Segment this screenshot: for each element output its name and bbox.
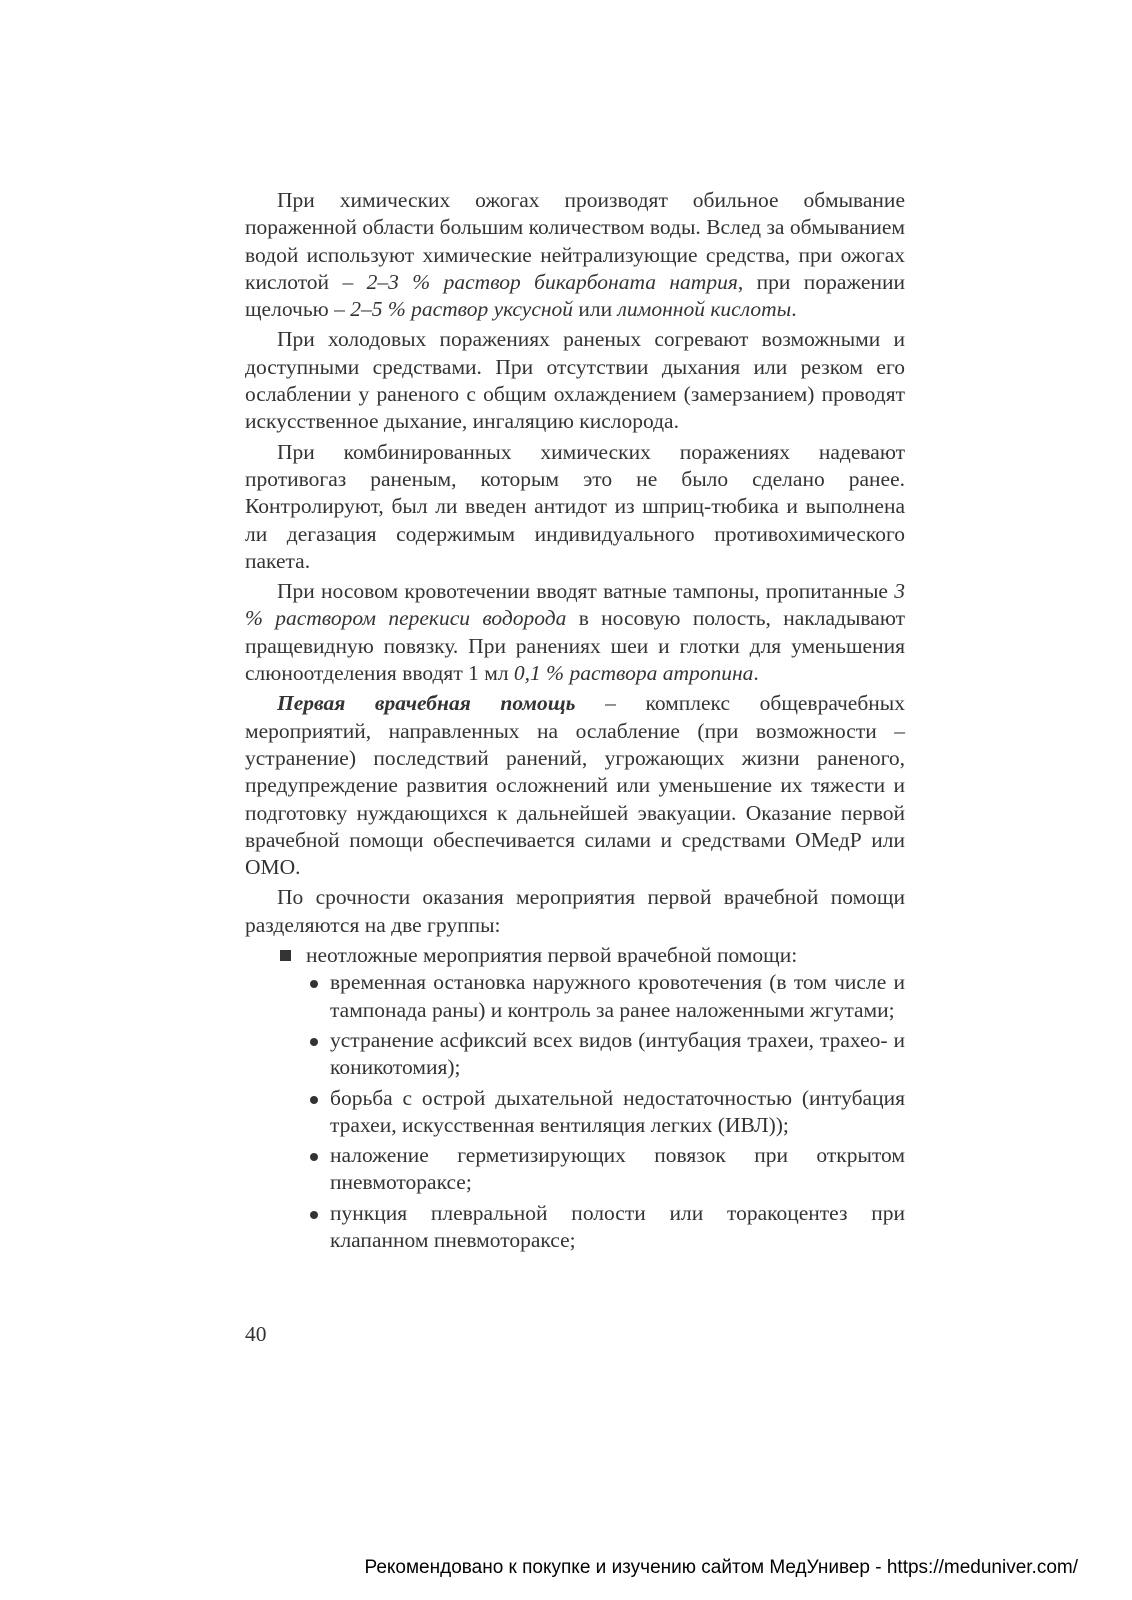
urgent-measures-list bbox=[245, 942, 905, 1254]
paragraph bbox=[245, 690, 905, 881]
list-group-label: неотложные мероприятия первой врачебной помощи: bbox=[306, 943, 798, 968]
paragraph bbox=[245, 439, 905, 575]
text-run: в носовую полость, накладывают пращевидную повязку. При ранениях шеи и глотки для уменьшения слюноотделения вводят 1 мл bbox=[245, 606, 905, 686]
text-run: При химических ожогах производят обильное обмывание пораженной области большим количеством воды. Вслед за обмыванием водой используют химические нейтрализующие средства, при ожогах кислотой – bbox=[245, 188, 905, 294]
round-bullet-icon bbox=[310, 980, 318, 988]
paragraph bbox=[245, 187, 905, 323]
list-item-text: пункция плевральной полости или торакоцентез при клапанном пневмотораксе; bbox=[330, 1200, 905, 1252]
italic-term: 0,1 % раствора атропина bbox=[513, 661, 754, 686]
italic-term: 2–3 % раствор бикарбоната натрия bbox=[366, 269, 738, 294]
text-run: . bbox=[753, 661, 759, 686]
text-run: или bbox=[573, 297, 618, 322]
text-run: По срочности оказания мероприятия первой врачебной помощи разделяются на две группы: bbox=[245, 885, 905, 937]
round-bullet-icon bbox=[310, 1153, 318, 1161]
square-bullet-icon bbox=[280, 950, 291, 961]
list-group bbox=[245, 942, 905, 1254]
italic-term: 3 % раствором перекиси водорода bbox=[245, 579, 905, 631]
italic-term: лимонной кислоты bbox=[617, 297, 792, 322]
list-item bbox=[306, 1142, 905, 1197]
list-item bbox=[306, 969, 905, 1024]
text-run: При холодовых поражениях раненых согревают возможными и доступными средствами. При отсутствии дыхания или резком его ослаблении у раненого с общим охлаждением (замерзанием) проводят искусственное дыхание, ингаляцию кислорода. bbox=[245, 327, 905, 434]
text-run: При носовом кровотечении вводят ватные тампоны, пропитанные bbox=[277, 579, 895, 604]
paragraphs bbox=[245, 187, 905, 939]
text-run: При комбинированных химических поражениях надевают противогаз раненым, которым это не было сделано ранее. Контролируют, был ли введен антидот из шприц-тюбика и выполнена ли дегазация содержимым индивидуального противохимического пакета. bbox=[245, 439, 905, 573]
round-bullet-icon bbox=[310, 1096, 318, 1104]
footer-watermark[interactable]: Рекомендовано к покупке и изучению сайтом МедУнивер - https://meduniver.com/ bbox=[364, 1557, 1078, 1578]
list-item-text: борьба с острой дыхательной недостаточностью (интубация трахеи, искусственная вентиляция легких (ИВЛ)); bbox=[330, 1085, 905, 1137]
list-item-text: временная остановка наружного кровотечения (в том числе и тампонада раны) и контроль за ранее наложенными жгутами; bbox=[330, 970, 905, 1022]
text-run: . bbox=[791, 297, 797, 322]
page-body bbox=[245, 187, 905, 1257]
list-item-text: наложение герметизирующих повязок при открытом пневмотораксе; bbox=[330, 1143, 905, 1195]
sub-list bbox=[285, 969, 905, 1254]
text-run: , при поражении щелочью – bbox=[245, 269, 905, 322]
list-item bbox=[306, 1085, 905, 1140]
page-number: 40 bbox=[245, 1322, 267, 1346]
paragraph bbox=[245, 326, 905, 435]
paragraph bbox=[245, 884, 905, 939]
list-item-text: устранение асфиксий всех видов (интубация трахеи, трахео- и коникотомия); bbox=[330, 1027, 905, 1080]
paragraph bbox=[245, 578, 905, 687]
text-run: – комплекс общеврачебных мероприятий, направленных на ослабление (при возможности – устранение) последствий ранений, угрожающих жизни раненого, предупреждение развития осложнений или уменьшение их тяжести и подготовку нуждающихся к дальнейшей эвакуации. Оказание первой врачебной помощи обеспечивается силами и средствами ОМедР или ОМО. bbox=[245, 691, 905, 880]
bold-term: Первая врачебная помощь bbox=[277, 691, 576, 716]
round-bullet-icon bbox=[310, 1211, 318, 1219]
italic-term: 2–5 % раствор уксусной bbox=[350, 297, 574, 322]
list-item bbox=[306, 1200, 905, 1255]
list-item bbox=[306, 1027, 905, 1082]
round-bullet-icon bbox=[310, 1038, 318, 1046]
